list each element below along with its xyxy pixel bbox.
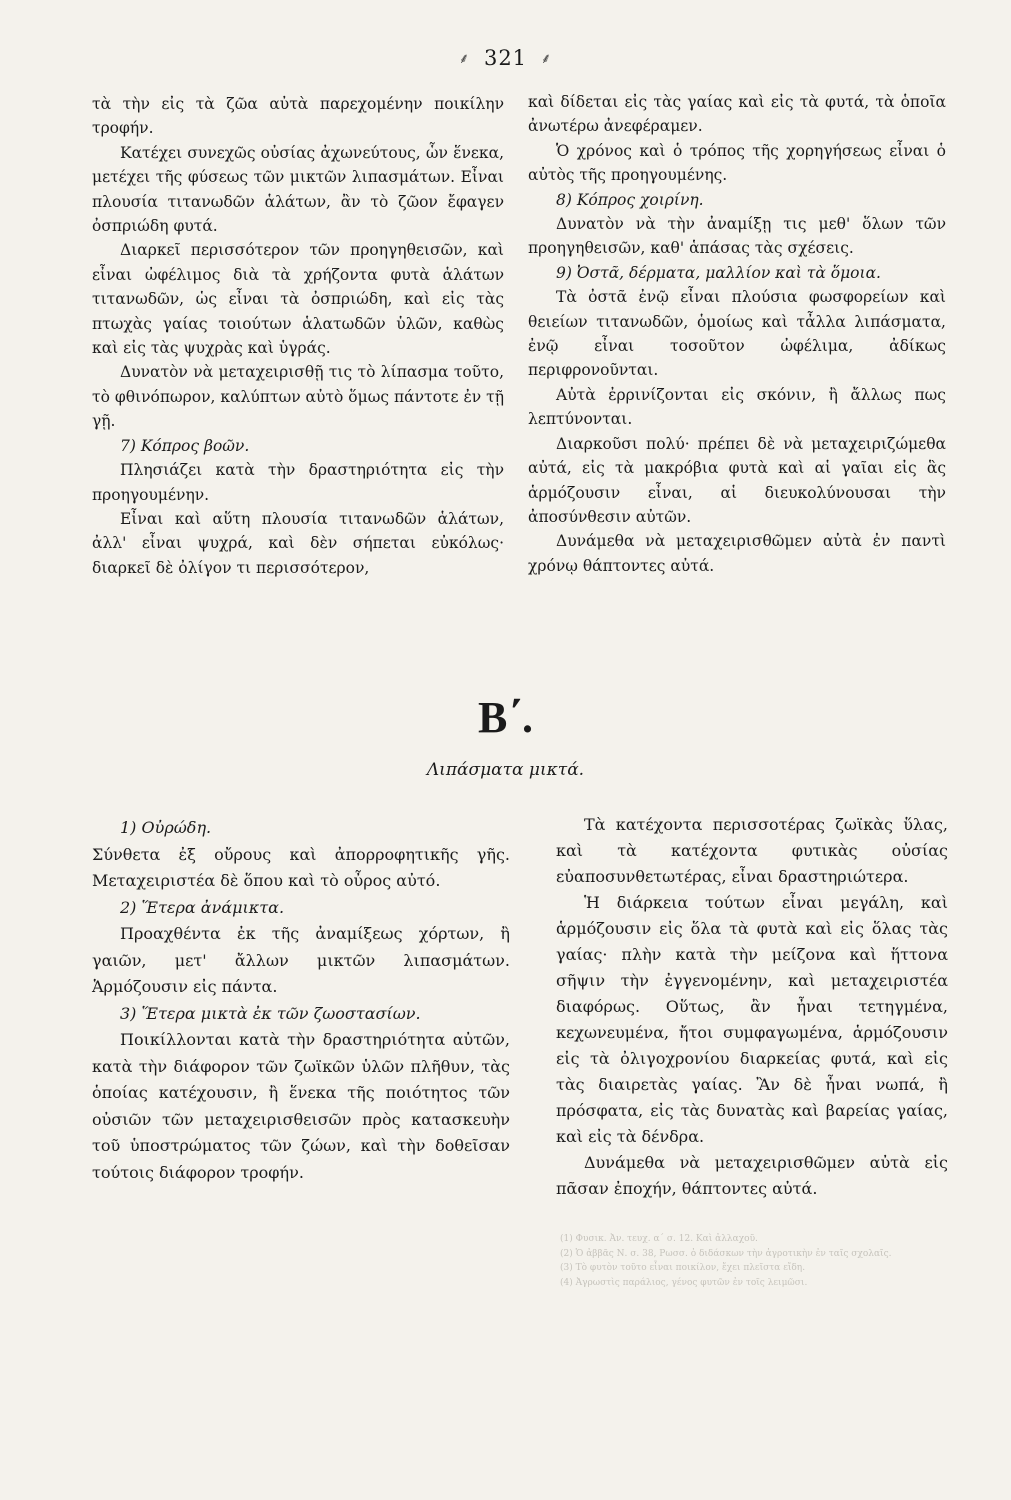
paragraph: Τὰ κατέχοντα περισσοτέρας ζωϊκὰς ὕλας, καὶ τὰ κατέχοντα φυτικὰς οὐσίας εὐαποσυνθετωτέρας, εἶναι δραστηριώτερα.	[556, 815, 948, 886]
paragraph: Διαρκεῖ περισσότερον τῶν προηγηθεισῶν, καὶ εἶναι ὠφέλιμος διὰ τὰ χρήζοντα φυτὰ ἁλάτων τιτανωδῶν, ὡς εἶναι τὰ ὀσπριώδη, καὶ εἰς τὰς πτωχὰς γαίας τοιούτων ἁλατωδῶν ὑλῶν, καθὼς καὶ εἰς τὰς ψυχρὰς καὶ ὑγράς.	[92, 241, 504, 358]
paragraph: Προαχθέντα ἐκ τῆς ἀναμίξεως χόρτων, ἢ γαιῶν, μετ' ἄλλων μικτῶν λιπασμάτων. Ἁρμόζουσιν εἰς πάντα.	[92, 924, 510, 996]
paragraph: τὰ τὴν εἰς τὰ ζῶα αὐτὰ παρεχομένην ποικίλην τροφήν.	[92, 95, 504, 138]
bleed-through-footnotes	[560, 1232, 940, 1290]
footnote: (3) Τὸ φυτὸν τοῦτο εἶναι ποικίλον, ἔχει πλεῖστα εἴδη.	[560, 1263, 806, 1273]
paragraph: Διαρκοῦσι πολύ· πρέπει δὲ νὰ μεταχειριζώμεθα αὐτά, εἰς τὰ μακρόβια φυτὰ καὶ αἱ γαῖαι εἰς ἃς ἁρμόζουσιν εἶναι, αἱ διευκολύνουσαι τὴν ἀποσύνθεσιν αὐτῶν.	[528, 434, 946, 526]
paragraph: Δυνατὸν νὰ μεταχειρισθῇ τις τὸ λίπασμα τοῦτο, τὸ φθινόπωρον, καλύπτων αὐτὸ ὅμως πάντοτε ἐν τῇ γῇ.	[92, 363, 504, 431]
ornament-left-icon: ⸙	[458, 51, 471, 67]
paragraph: Τὰ ὀστᾶ ἐνῷ εἶναι πλούσια φωσφορείων καὶ θειείων τιτανωδῶν, ὁμοίως καὶ τἆλλα λιπάσματα, ἐνῷ εἶναι τοσοῦτον ὠφέλιμα, ἀδίκως περιφρονοῦνται.	[528, 288, 946, 380]
paragraph: Σύνθετα ἐξ οὔρους καὶ ἀπορροφητικῆς γῆς. Μεταχειριστέα δὲ ὅπου καὶ τὸ οὖρος αὐτό.	[92, 844, 510, 890]
footnote: (4) Ἀγρωστὶς παράλιος, γένος φυτῶν ἐν τοῖς λειμῶσι.	[560, 1277, 808, 1288]
paragraph: Ὁ χρόνος καὶ ὁ τρόπος τῆς χορηγήσεως εἶναι ὁ αὐτὸς τῆς προηγουμένης.	[528, 141, 946, 185]
paragraph: Πλησιάζει κατὰ τὴν δραστηριότητα εἰς τὴν προηγουμένην.	[92, 461, 504, 504]
footnote: (2) Ὁ ἀββᾶς Ν. σ. 38, Ρωσσ. ὁ διδάσκων τὴν ἀγροτικὴν ἐν ταῖς σχολαῖς.	[560, 1248, 892, 1259]
top-left-column	[92, 92, 504, 580]
paragraph: καὶ δίδεται εἰς τὰς γαίας καὶ εἰς τὰ φυτά, τὰ ὁποῖα ἀνωτέρω ἀνεφέραμεν.	[528, 93, 946, 136]
paragraph: Δυνάμεθα νὰ μεταχειρισθῶμεν αὐτὰ εἰς πᾶσαν ἐποχήν, θάπτοντες αὐτά.	[556, 1153, 948, 1198]
section-mark: Β΄.	[478, 693, 533, 742]
paragraph: Αὐτὰ ἐρρινίζονται εἰς σκόνιν, ἢ ἄλλως πως λεπτύνονται.	[528, 385, 946, 429]
item-heading: 9) Ὀστᾶ, δέρματα, μαλλίον καὶ τὰ ὅμοια.	[556, 263, 881, 282]
paragraph: Κατέχει συνεχῶς οὐσίας ἀχωνεύτους, ὧν ἕνεκα, μετέχει τῆς φύσεως τῶν μικτῶν λιπασμάτων. Εἶναι πλουσία τιτανωδῶν ἁλάτων, ἂν τὸ ζῶον ἔφαγεν ὀσπριώδη φυτά.	[92, 143, 504, 236]
top-right-column	[528, 90, 946, 578]
paragraph: Δυνατὸν νὰ τὴν ἀναμίξῃ τις μεθ' ὅλων τῶν προηγηθεισῶν, καθ' ἁπάσας τὰς σχέσεις.	[528, 215, 946, 258]
bottom-right-column	[556, 812, 948, 1202]
item-heading: 1) Οὐρώδη.	[120, 818, 212, 837]
section-title: Λιπάσματα μικτά.	[426, 760, 585, 780]
page-number: 321	[483, 46, 528, 70]
paragraph: Ἡ διάρκεια τούτων εἶναι μεγάλη, καὶ ἁρμόζουσιν εἰς ὅλα τὰ φυτὰ καὶ εἰς ὅλας τὰς γαίας· πλὴν κατὰ τὴν μείζονα καὶ ἥττονα σῆψιν τὴν ἐγγενομένην, καὶ μεταχειριστέα διαφόρως. Οὕτως, ἂν ἦναι τετηγμένα, κεχωνευμένα, ἤτοι συμφαγωμένα, ἁρμόζουσιν εἰς τὰ ὀλιγοχρονίου διαρκείας φυτά, καὶ εἰς τὰς διαιρετὰς γαίας. Ἂν δὲ ἦναι νωπά, ἢ πρόσφατα, εἰς τὰς δυνατὰς καὶ βαρείας γαίας, καὶ εἰς τὰ δένδρα.	[556, 893, 948, 1146]
item-heading: 7) Κόπρος βοῶν.	[120, 436, 250, 455]
ornament-right-icon: ⸙	[540, 51, 553, 67]
paragraph: Εἶναι καὶ αὕτη πλουσία τιτανωδῶν ἁλάτων, ἀλλ' εἶναι ψυχρά, καὶ δὲν σήπεται εὐκόλως· διαρκεῖ δὲ ὀλίγον τι περισσότερον,	[92, 509, 504, 577]
paragraph: Δυνάμεθα νὰ μεταχειρισθῶμεν αὐτὰ ἐν παντὶ χρόνῳ θάπτοντες αὐτά.	[528, 532, 946, 575]
footnote: (1) Φυσικ. Ἀν. τευχ. α΄ σ. 12. Καὶ ἀλλαχοῦ.	[560, 1234, 758, 1244]
item-heading: 2) Ἕτερα ἀνάμικτα.	[120, 897, 285, 917]
paragraph: Ποικίλλονται κατὰ τὴν δραστηριότητα αὐτῶν, κατὰ τὴν διάφορον τῶν ζωϊκῶν ὑλῶν πλῆθυν, τὰς ὁποίας κατέχουσιν, ἢ ἕνεκα τῆς ποιότητος τῶν οὐσιῶν τῶν μεταχειρισθεισῶν πρὸς κατασκευὴν τοῦ ὑποστρώματος τῶν ζώων, καὶ τὴν δοθεῖσαν τούτοις διάφορον τροφήν.	[92, 1030, 510, 1182]
bottom-left-column	[92, 815, 510, 1186]
page-header	[0, 46, 1011, 70]
item-heading: 8) Κόπρος χοιρίνη.	[556, 190, 704, 209]
item-heading: 3) Ἕτερα μικτὰ ἐκ τῶν ζωοστασίων.	[120, 1003, 421, 1023]
